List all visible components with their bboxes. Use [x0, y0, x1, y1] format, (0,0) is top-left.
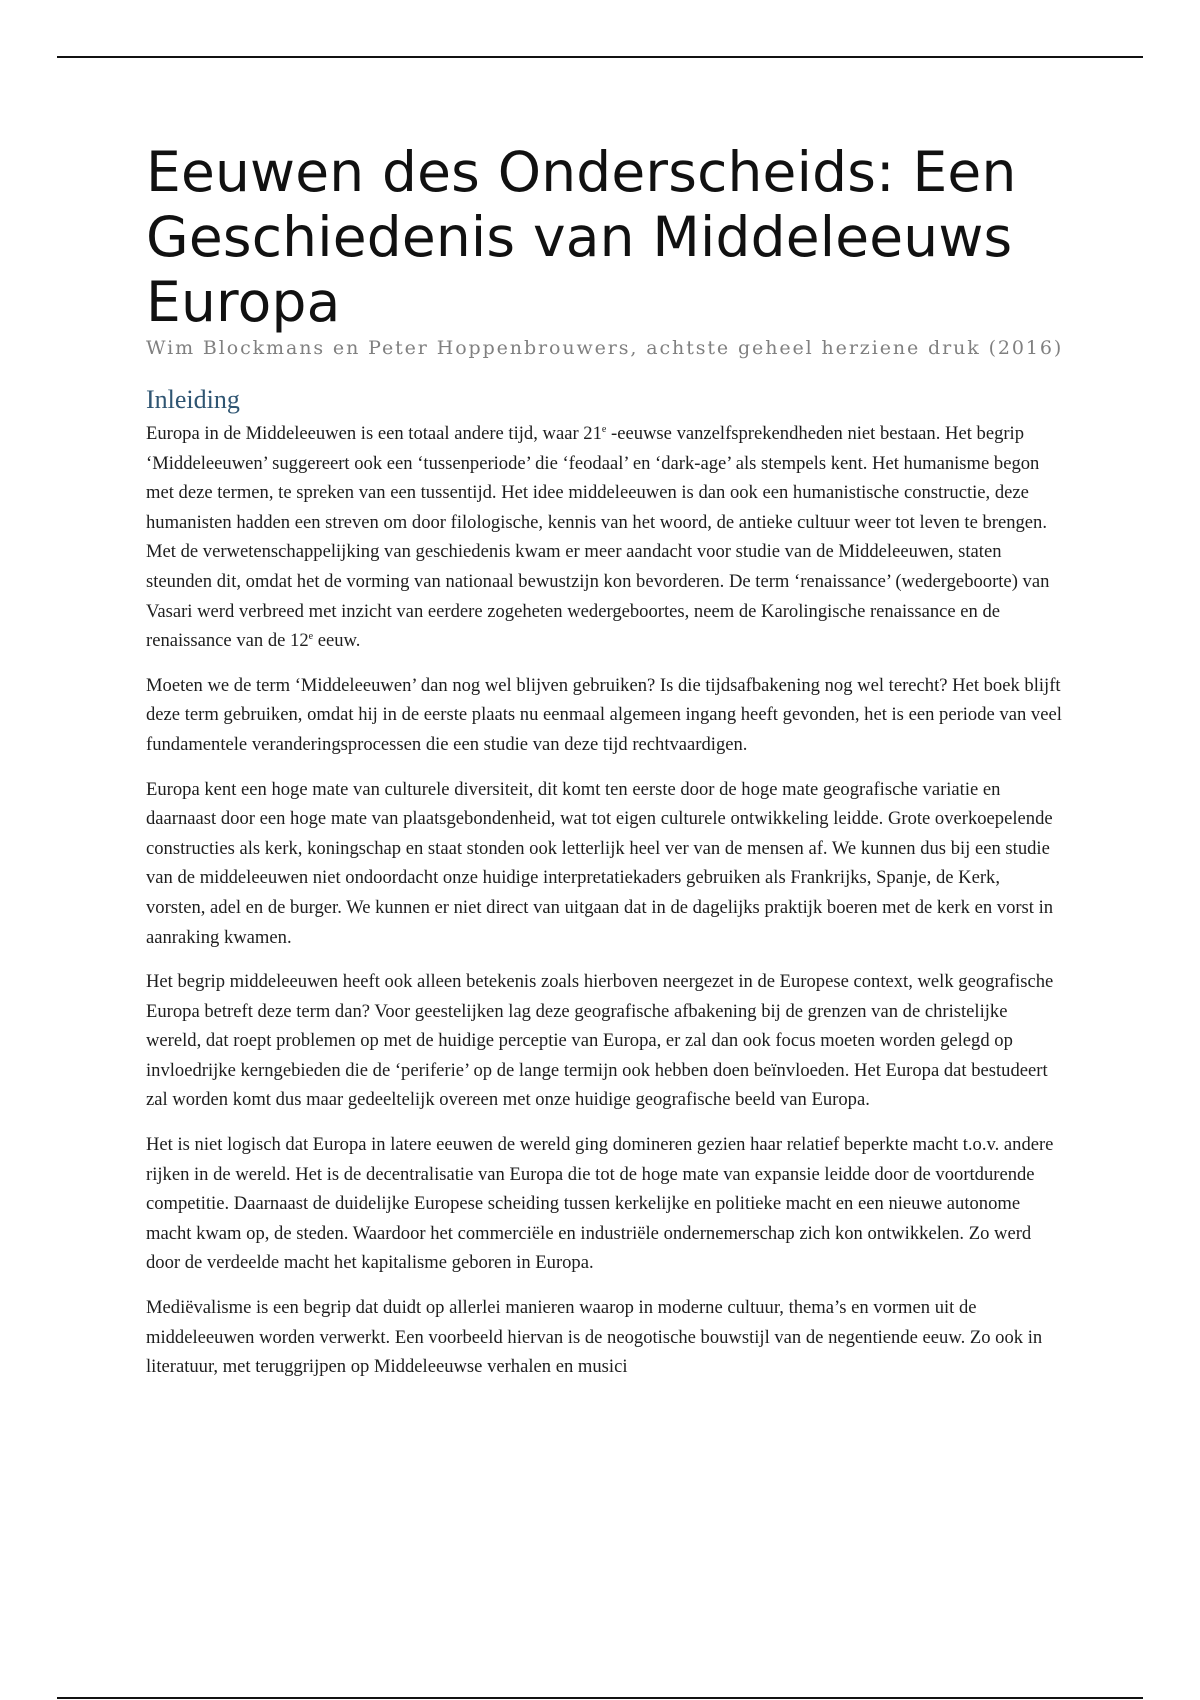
document-title: Eeuwen des Onderscheids: Een Geschiedenis van Middeleeuws Europa	[146, 140, 1017, 334]
paragraph-6: Mediëvalisme is een begrip dat duidt op allerlei manieren waarop in moderne cultuur, thema’s en vormen uit de middeleeuwen worden verwerkt. Een voorbeeld hiervan is de neogotische bouwstijl van de negentiende eeuw. Zo ook in literatuur, met teruggrijpen op Middeleeuwse verhalen en musici	[146, 1297, 1043, 1378]
document-page	[146, 140, 1062, 1397]
paragraph-1-text-a: Europa in de Middeleeuwen is een totaal andere tijd, waar 21	[146, 423, 602, 444]
superscript-e: e	[601, 423, 607, 435]
paragraph-1-text-c: eeuw.	[313, 630, 361, 652]
bottom-rule	[57, 1697, 1143, 1699]
document-subtitle: Wim Blockmans en Peter Hoppenbrouwers, achtste geheel herziene druk (2016)	[146, 337, 1064, 359]
top-rule	[57, 56, 1143, 58]
superscript-e: e	[308, 630, 314, 642]
paragraph-5: Het is niet logisch dat Europa in latere eeuwen de wereld ging domineren gezien haar relatief beperkte macht t.o.v. andere rijken in de wereld. Het is de decentralisatie van Europa die tot de hoge mate van expansie leidde door de voortdurende competitie. Daarnaast de duidelijke Europese scheiding tussen kerkelijke en politieke macht en een nieuwe autonome macht kwam op, de steden. Waardoor het commerciële en industriële ondernemerschap zich kon ontwikkelen. Zo werd door de verdeelde macht het kapitalisme geboren in Europa.	[146, 1134, 1054, 1274]
section-heading-inleiding: Inleiding	[146, 385, 240, 414]
paragraph-4: Het begrip middeleeuwen heeft ook alleen betekenis zoals hierboven neergezet in de Europese context, welk geografische Europa betreft deze term dan? Voor geestelijken lag deze geografische afbakening bij de grenzen van de christelijke wereld, dat roept problemen op met de huidige perceptie van Europa, er zal dan ook focus moeten worden gelegd op invloedrijke kerngebieden die de ‘periferie’ op de lange termijn ook hebben doen beïnvloeden. Het Europa dat bestudeert zal worden komt dus maar gedeeltelijk overeen met onze huidige geografische beeld van Europa.	[146, 971, 1054, 1111]
paragraph-1-text-b: -eeuwse vanzelfsprekendheden niet bestaan. Het begrip ‘Middeleeuwen’ suggereert ook een ‘tussenperiode’ die ‘feodaal’ en ‘dark-age’ als stempels kent. Het humanisme begon met deze termen, te spreken van een tussentijd. Het idee middeleeuwen is dan ook een humanistische constructie, deze humanisten hadden een streven om door filologische, kennis van het woord, de antieke cultuur weer tot leven te brengen. Met de verwetenschappelijking van geschiedenis kwam er meer aandacht voor studie van de Middeleeuwen, staten steunden dit, omdat het de vorming van nationaal bewustzijn kon bevorderen. De term ‘renaissance’ (wedergeboorte) van Vasari werd verbreed met inzicht van eerdere zogeheten wedergeboortes, neem de Karolingische renaissance en de renaissance van de 12	[146, 423, 1050, 652]
paragraph-1	[146, 419, 1062, 656]
paragraph-2: Moeten we de term ‘Middeleeuwen’ dan nog wel blijven gebruiken? Is die tijdsafbakening nog wel terecht? Het boek blijft deze term gebruiken, omdat hij in de eerste plaats nu eenmaal algemeen ingang heeft gevonden, het is een periode van veel fundamentele veranderingsprocessen die een studie van deze tijd rechtvaardigen.	[146, 674, 1062, 755]
paragraph-3: Europa kent een hoge mate van culturele diversiteit, dit komt ten eerste door de hoge mate geografische variatie en daarnaast door een hoge mate van plaatsgebondenheid, wat tot eigen culturele ontwikkeling leidde. Grote overkoepelende constructies als kerk, koningschap en staat stonden ook letterlijk heel ver van de mensen af. We kunnen dus bij een studie van de middeleeuwen niet ondoordacht onze huidige interpretatiekaders gebruiken als Frankrijks, Spanje, de Kerk, vorsten, adel en de burger. We kunnen er niet direct van uitgaan dat in de dagelijks praktijk boeren met de kerk en vorst in aanraking kwamen.	[146, 778, 1054, 948]
